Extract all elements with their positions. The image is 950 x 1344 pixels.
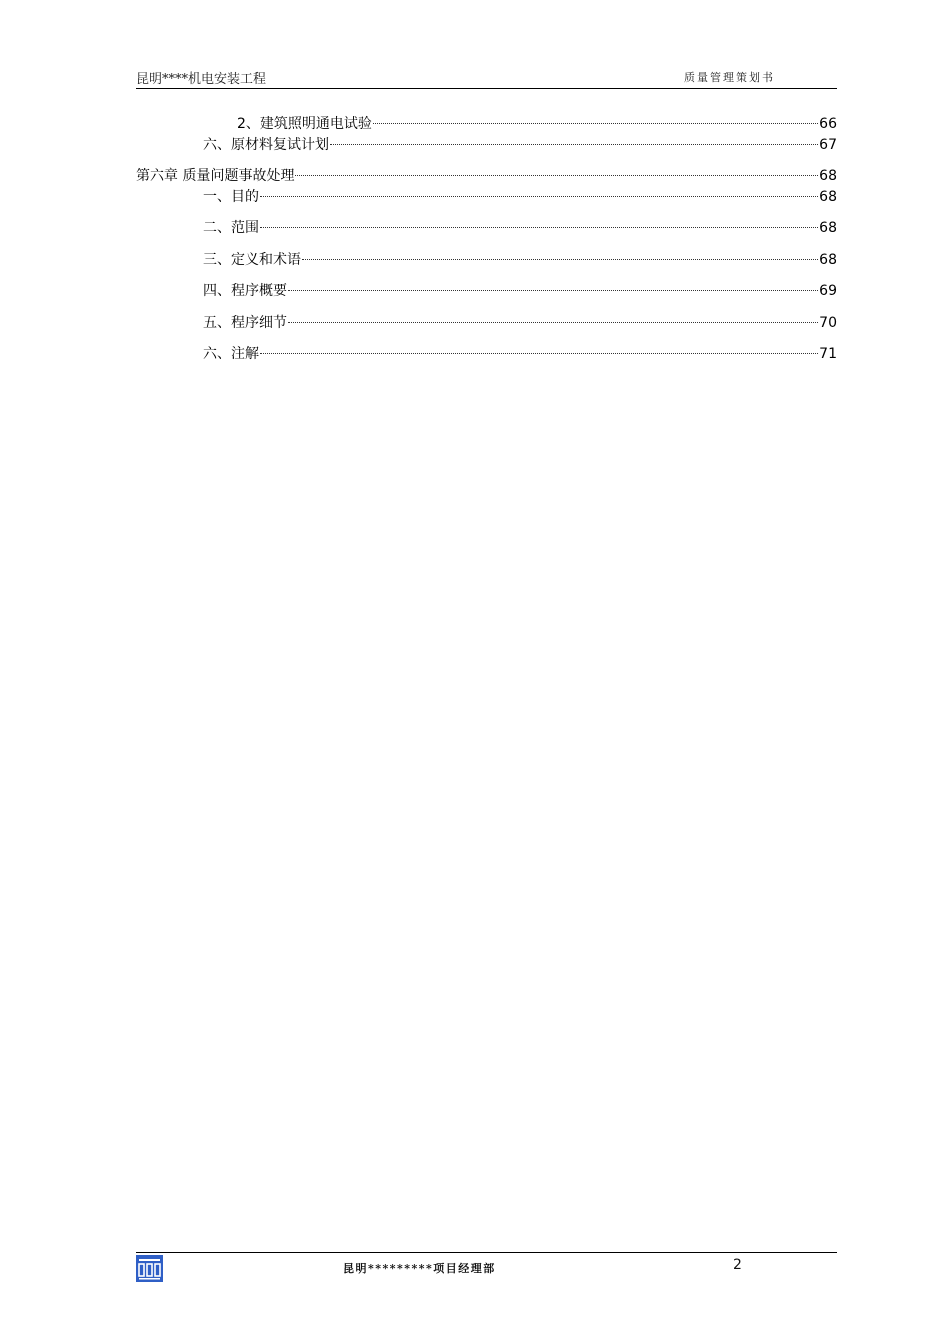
toc-entry-page: 71 [819, 346, 837, 362]
toc-dot-leader [302, 259, 818, 260]
toc-entry-label: 四、程序概要 [203, 283, 287, 299]
toc-entry[interactable] [136, 343, 837, 365]
toc-dot-leader [295, 175, 818, 176]
toc-entry-page: 66 [819, 116, 837, 132]
toc-entry-label: 二、范围 [203, 220, 259, 236]
toc-entry-page: 68 [819, 189, 837, 205]
toc-entry[interactable] [136, 134, 837, 156]
toc-entry-label: 五、程序细节 [203, 315, 287, 331]
page-number: 2 [733, 1257, 742, 1273]
toc-entry-label: 六、原材料复试计划 [203, 137, 329, 153]
toc-entry-page: 68 [819, 168, 837, 184]
toc-entry[interactable] [136, 113, 837, 135]
toc-entry-label: 一、目的 [203, 189, 259, 205]
toc-dot-leader [260, 227, 818, 228]
toc-chapter-entry[interactable] [136, 165, 837, 187]
header-document-title: 质量管理策划书 [684, 71, 775, 84]
toc-entry[interactable] [136, 312, 837, 334]
toc-dot-leader [330, 144, 818, 145]
toc-dot-leader [288, 322, 818, 323]
toc-entry-page: 70 [819, 315, 837, 331]
toc-entry-label: 六、注解 [203, 346, 259, 362]
footer-department: 昆明*********项目经理部 [343, 1262, 496, 1275]
toc-entry[interactable] [136, 186, 837, 208]
toc-dot-leader [288, 290, 818, 291]
toc-entry[interactable] [136, 280, 837, 302]
toc-entry-label: 2、建筑照明通电试验 [237, 116, 372, 132]
toc-entry[interactable] [136, 217, 837, 239]
toc-entry-label: 第六章 质量问题事故处理 [136, 168, 295, 184]
toc-dot-leader [260, 353, 818, 354]
company-logo-icon [136, 1255, 163, 1282]
toc-entry-page: 69 [819, 283, 837, 299]
header-project-title: 昆明****机电安装工程 [136, 72, 267, 87]
page-header [136, 66, 837, 89]
toc-entry-label: 三、定义和术语 [203, 252, 301, 268]
toc-entry[interactable] [136, 249, 837, 271]
toc-entry-page: 67 [819, 137, 837, 153]
toc-dot-leader [260, 196, 818, 197]
page-footer [136, 1252, 837, 1283]
toc-entry-page: 68 [819, 252, 837, 268]
toc-dot-leader [373, 123, 818, 124]
toc-entry-page: 68 [819, 220, 837, 236]
